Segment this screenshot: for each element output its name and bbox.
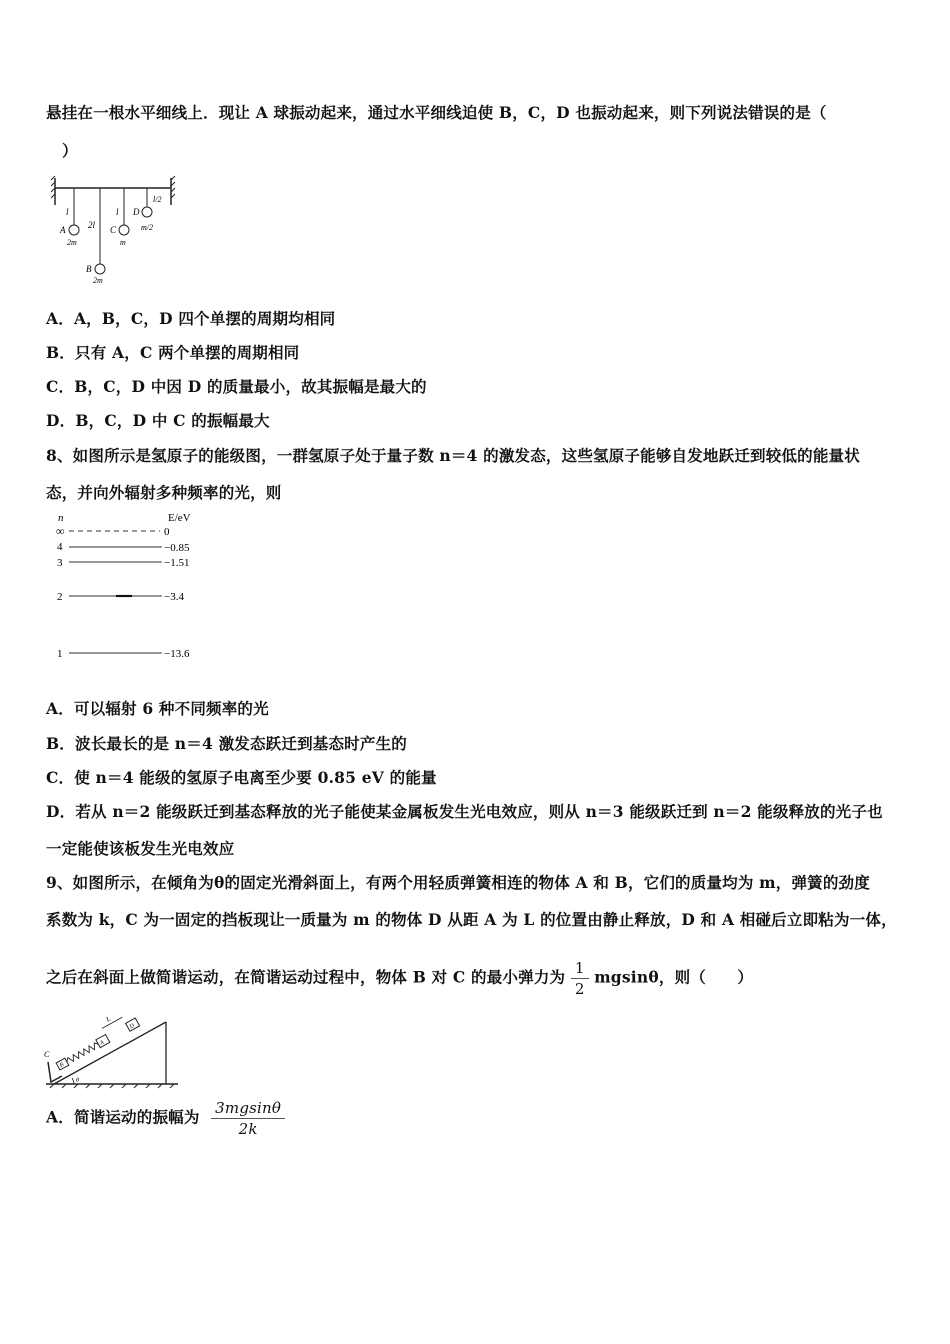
- label-l: L: [104, 1014, 113, 1024]
- label-theta: θ: [76, 1078, 79, 1084]
- n-header: n: [58, 512, 64, 524]
- q7-option-c: C．B，C，D 中因 D 的质量最小，故其振幅是最大的: [46, 377, 427, 396]
- pendulum-b-name: B: [86, 264, 92, 274]
- level-2-n: 2: [57, 591, 63, 603]
- q8-option-d: D．若从 n＝2 能级跃迁到基态释放的光子能使某金属板发生光电效应，则从 n＝3 能级跃迁到 n＝2 能级释放的光子也: [46, 802, 883, 821]
- label-a: A: [99, 1039, 106, 1047]
- q7-option-a: A．A，B，C，D 四个单摆的周期均相同: [46, 309, 336, 328]
- level-3-e: −1.51: [164, 557, 190, 569]
- pendulum-b-length: 2l: [88, 220, 96, 230]
- label-b: B: [58, 1062, 65, 1070]
- q9-stem-line2: 系数为 k，C 为一固定的挡板现让一质量为 m 的物体 D 从距 A 为 L 的位置由静止释放，D 和 A 相碰后立即粘为一体，: [46, 910, 897, 929]
- pendulum-d-length: l/2: [153, 195, 162, 204]
- pendulum-c-name: C: [110, 225, 117, 235]
- half-fraction: $\frac{1}{2}$: [571, 958, 589, 999]
- q8-stem-line1: 8、如图所示是氢原子的能级图，一群氢原子处于量子数 n＝4 的激发态，这些氢原子能够自发地跃迁到较低的能量状: [46, 446, 860, 465]
- q7-stem-line2: ）: [62, 141, 78, 160]
- pendulum-a-length: l: [66, 207, 69, 217]
- q8-option-a: A．可以辐射 6 种不同频率的光: [46, 699, 269, 718]
- pendulum-a-mass: 2m: [67, 238, 77, 247]
- level-3-n: 3: [57, 557, 63, 569]
- level-inf-e: 0: [164, 526, 170, 538]
- label-c: C: [44, 1050, 50, 1059]
- pendulum-figure: [46, 170, 186, 288]
- pendulum-d-mass: m/2: [141, 223, 153, 232]
- level-4-n: 4: [57, 541, 63, 553]
- q8-option-d-cont: 一定能使该板发生光电效应: [46, 839, 235, 858]
- energy-level-diagram: [52, 508, 212, 668]
- q7-option-b: B．只有 A，C 两个单摆的周期相同: [46, 343, 300, 362]
- pendulum-c-bob: [119, 225, 129, 235]
- q8-option-c: C．使 n＝4 能级的氢原子电离至少要 0.85 eV 的能量: [46, 768, 437, 787]
- q7-option-d: D．B，C，D 中 C 的振幅最大: [46, 411, 270, 430]
- q7-stem-line1: 悬挂在一根水平细线上．现让 A 球振动起来，通过水平细线迫使 B，C，D 也振动起来，则下列说法错误的是（: [46, 103, 827, 122]
- q9-option-a: A．简谐运动的振幅为 $\frac{3mgsin\theta}{2k}$: [46, 1098, 285, 1139]
- q9-stem-line1: 9、如图所示，在倾角为θ的固定光滑斜面上，有两个用轻质弹簧相连的物体 A 和 B，它们的质量均为 m，弹簧的劲度: [46, 873, 870, 892]
- label-d: D: [128, 1022, 136, 1031]
- level-1-e: −13.6: [164, 648, 190, 660]
- pendulum-c-length: l: [116, 207, 119, 217]
- level-inf-n: ∞: [56, 524, 65, 538]
- q8-option-b: B．波长最长的是 n＝4 激发态跃迁到基态时产生的: [46, 734, 407, 753]
- pendulum-a-name: A: [60, 225, 66, 235]
- pendulum-b-bob: [95, 264, 105, 274]
- pendulum-a-bob: [69, 225, 79, 235]
- amplitude-fraction: $\frac{3mgsin\theta}{2k}$: [211, 1098, 285, 1139]
- pendulum-d-name: D: [133, 207, 140, 217]
- q9-stem-line3: 之后在斜面上做简谐运动，在简谐运动过程中，物体 B 对 C 的最小弹力为 $\frac{1}{2}$ mgsinθ，则（ ）: [46, 959, 754, 998]
- pendulum-c-mass: m: [120, 238, 126, 247]
- level-2-e: −3.4: [164, 591, 184, 603]
- level-1-n: 1: [57, 648, 63, 660]
- incline-figure: [40, 1012, 180, 1092]
- pendulum-b-mass: 2m: [93, 276, 103, 285]
- e-header: E/eV: [168, 512, 191, 524]
- level-4-e: −0.85: [164, 542, 190, 554]
- q8-stem-line2: 态，并向外辐射多种频率的光，则: [46, 483, 282, 502]
- pendulum-d-bob: [142, 207, 152, 217]
